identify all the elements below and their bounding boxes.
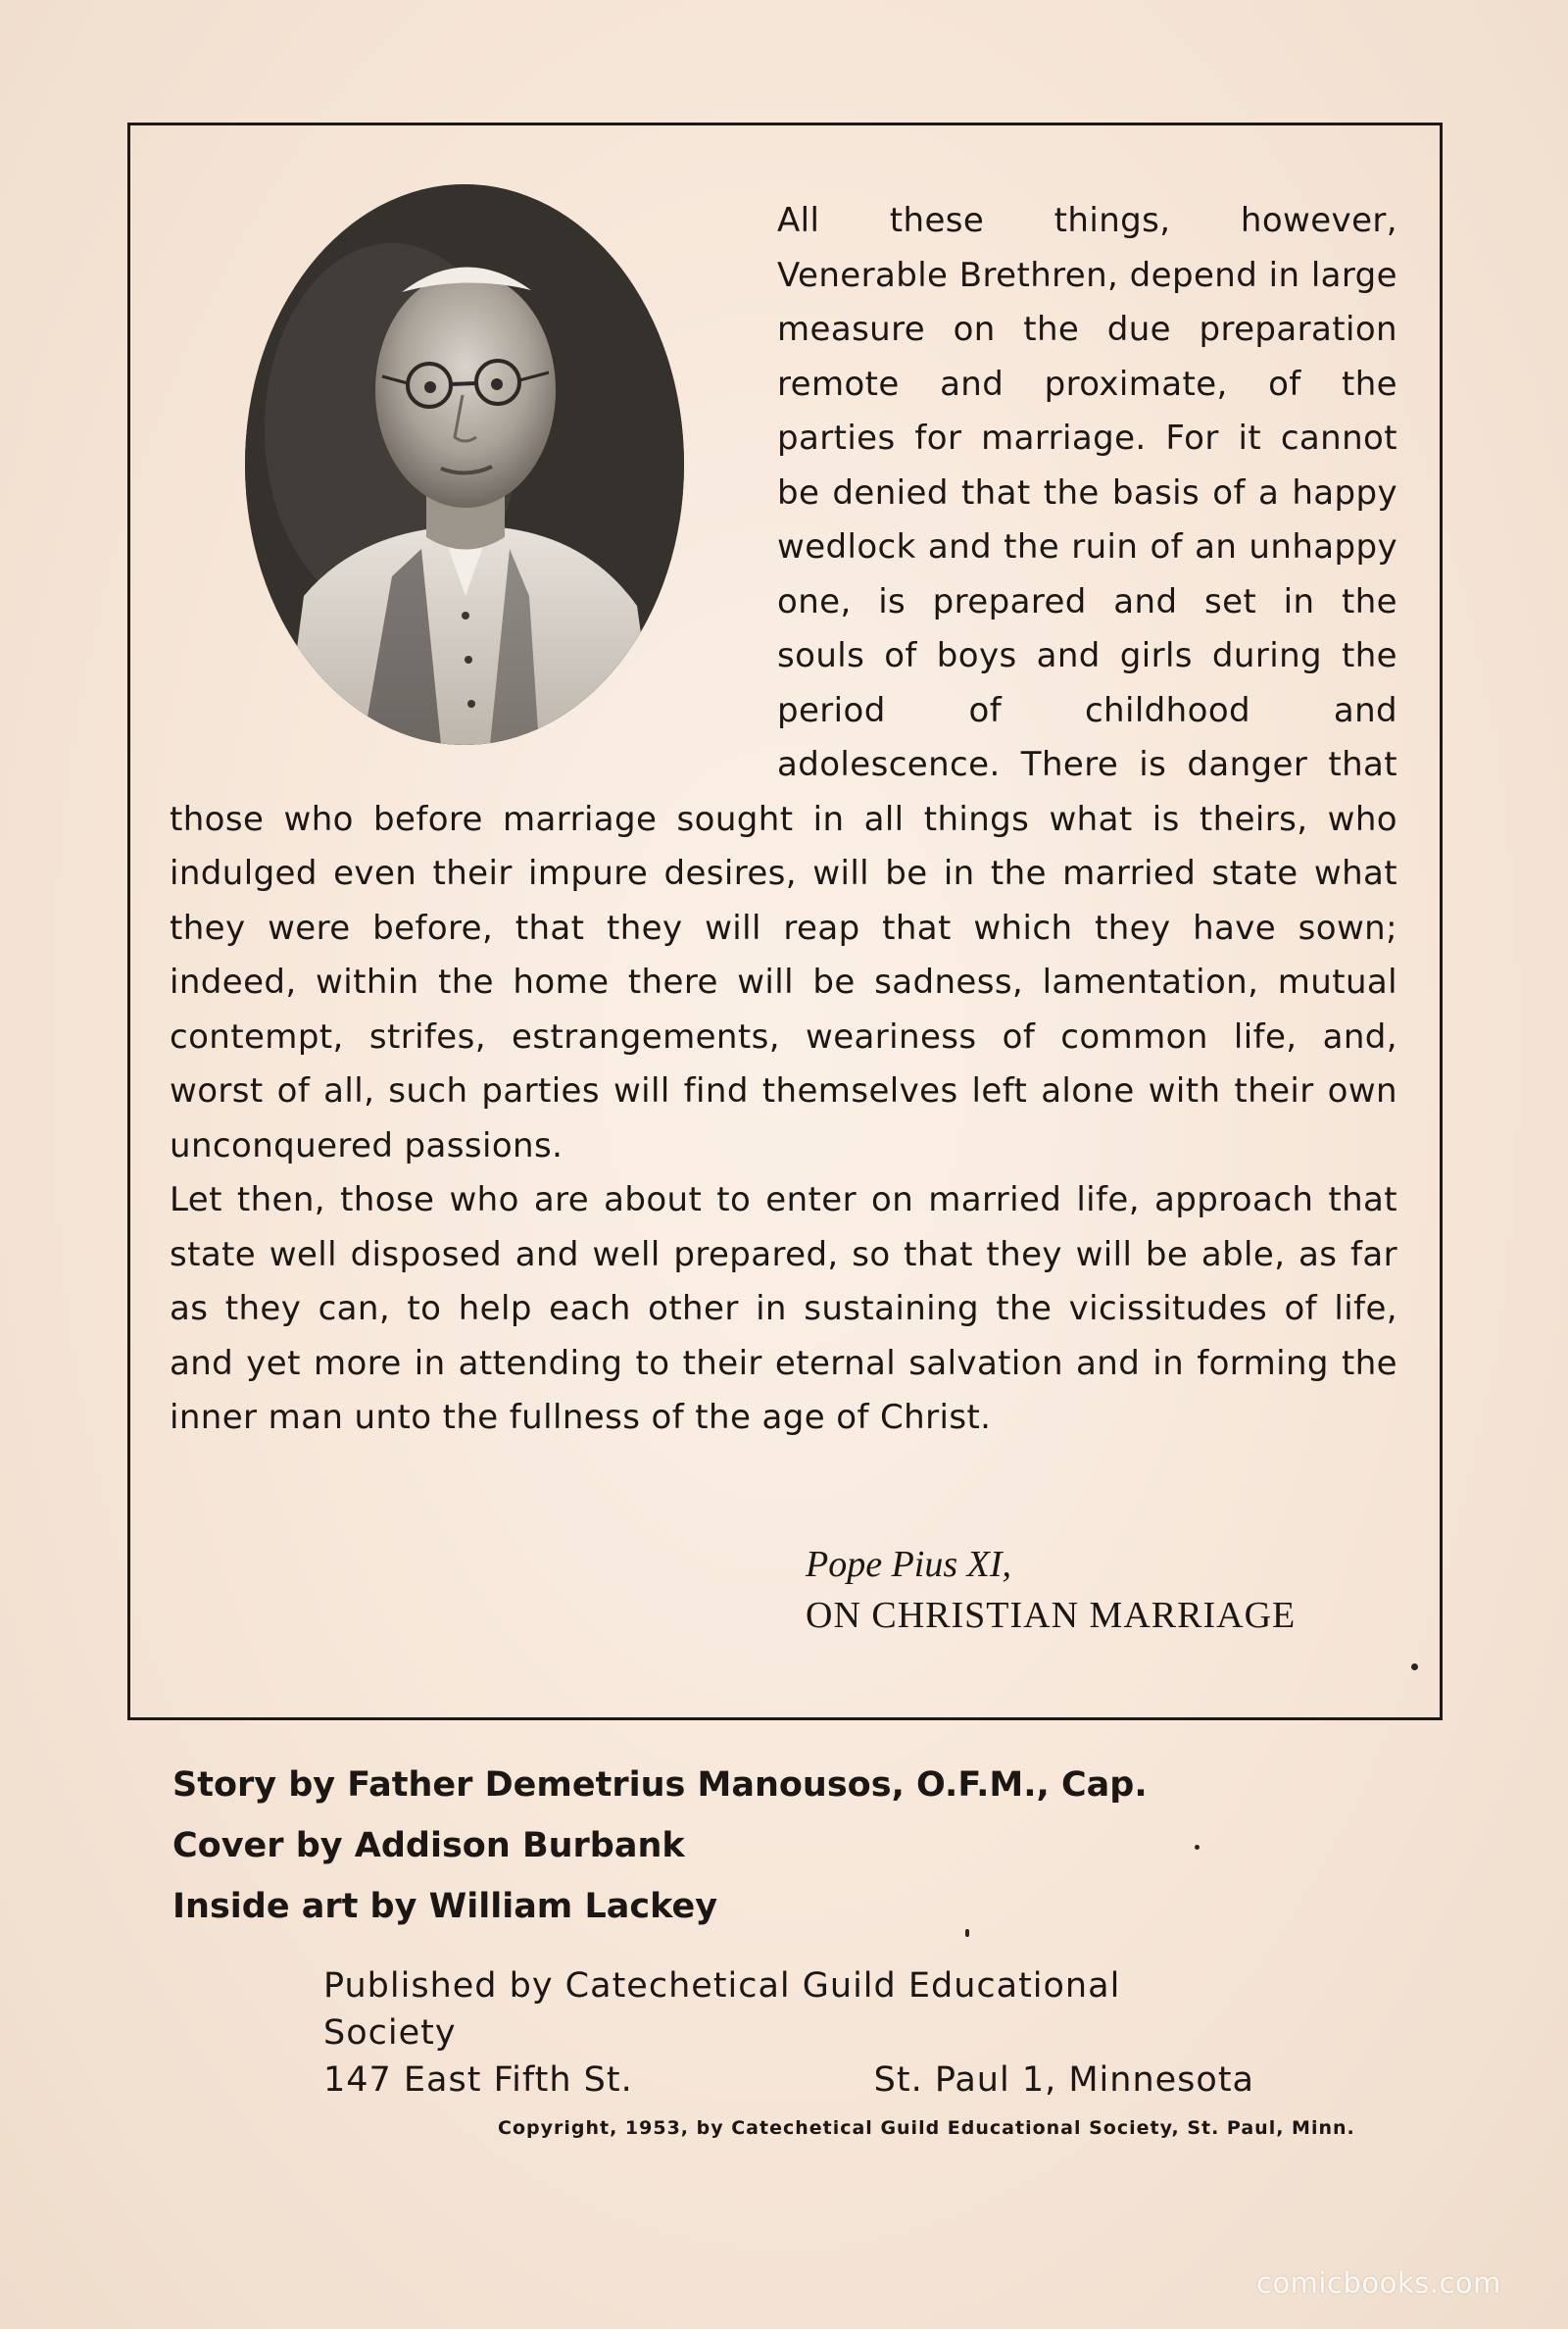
- publisher-city: St. Paul 1, Minnesota: [873, 2060, 1254, 2100]
- portrait-wrap-space: [170, 194, 777, 755]
- publisher-street: 147 East Fifth St.: [323, 2060, 633, 2100]
- encyclical-quote: [170, 194, 1397, 1446]
- credit-story: Story by Father Demetrius Manousos, O.F.M., Cap.: [172, 1765, 1148, 1805]
- publisher-line: Published by Catechetical Guild Educational Society: [323, 1966, 1121, 2053]
- quote-paragraph-2: Let then, those who are about to enter on married life, approach that state well disposed and well prepared, so that they will be able, as far as they can, to help each other in sustaining the vicissitudes of life, and yet more in attending to their eternal salvation and in forming the inner man unto the fullness of the age of Christ.: [170, 1180, 1397, 1437]
- attribution-author: Pope Pius XI,: [806, 1544, 1012, 1585]
- credit-cover: Cover by Addison Burbank: [172, 1826, 685, 1865]
- publisher-address: [323, 2056, 1254, 2104]
- quote-paragraph-1: All these things, however, Venerable Brethren, depend in large measure on the due preparation remote and proximate, of the parties for marriage. For it cannot be denied that the basis of a happy wedlock and the ruin of an unhappy one, is prepared and set in the souls of boys and girls during the period of childhood and adolescence. There is danger that those who before marriage sought in all things what is theirs, who indulged even their impure desires, will be in the married state what they were before, that they will reap that which they have sown; indeed, within the home there will be sadness, lamentation, mutual contempt, strifes, estrangements, weariness of common life, and, worst of all, such parties will find themselves left alone with their own unconquered passions.: [170, 201, 1397, 1165]
- credits: [172, 1755, 1148, 1937]
- credit-inside-art: Inside art by William Lackey: [172, 1887, 718, 1926]
- print-speck: [1195, 1845, 1200, 1850]
- watermark: comicbooks.com: [1256, 2266, 1501, 2300]
- publisher-block: [323, 1962, 1254, 2104]
- print-speck: [1411, 1663, 1418, 1670]
- attribution-work: ON CHRISTIAN MARRIAGE: [806, 1595, 1297, 1636]
- copyright-notice: Copyright, 1953, by Catechetical Guild Educational Society, St. Paul, Minn.: [498, 2117, 1355, 2139]
- attribution: [806, 1539, 1397, 1641]
